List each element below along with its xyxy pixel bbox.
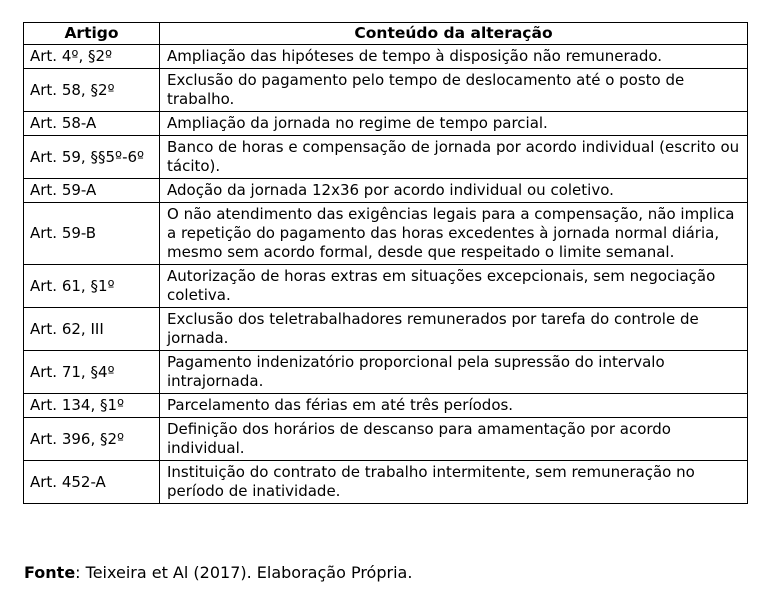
artigo-cell: Art. 59-A [24,179,160,203]
artigo-cell: Art. 134, §1º [24,394,160,418]
artigo-cell: Art. 61, §1º [24,265,160,308]
conteudo-cell: Exclusão do pagamento pelo tempo de deslocamento até o posto de trabalho. [160,69,748,112]
artigo-cell: Art. 62, III [24,308,160,351]
table-row [24,394,748,418]
header-artigo: Artigo [24,23,160,45]
table-row [24,351,748,394]
artigo-cell: Art. 59-B [24,203,160,265]
artigo-cell: Art. 396, §2º [24,418,160,461]
table-row [24,308,748,351]
table-row [24,265,748,308]
artigo-cell: Art. 59, §§5º-6º [24,136,160,179]
conteudo-cell: Instituição do contrato de trabalho intermitente, sem remuneração no período de inatividade. [160,461,748,504]
conteudo-cell: Parcelamento das férias em até três períodos. [160,394,748,418]
artigo-cell: Art. 58-A [24,112,160,136]
conteudo-cell: Definição dos horários de descanso para amamentação por acordo individual. [160,418,748,461]
source-caption [24,563,412,583]
table-row [24,203,748,265]
conteudo-cell: O não atendimento das exigências legais para a compensação, não implica a repetição do pagamento das horas excedentes à jornada normal diária, mesmo sem acordo formal, desde que respeitado o limite semanal. [160,203,748,265]
legal-changes-table [23,22,748,504]
conteudo-cell: Pagamento indenizatório proporcional pela supressão do intervalo intrajornada. [160,351,748,394]
table-row [24,45,748,69]
conteudo-cell: Autorização de horas extras em situações excepcionais, sem negociação coletiva. [160,265,748,308]
conteudo-cell: Ampliação das hipóteses de tempo à disposição não remunerado. [160,45,748,69]
conteudo-cell: Adoção da jornada 12x36 por acordo individual ou coletivo. [160,179,748,203]
table-row [24,112,748,136]
conteudo-cell: Exclusão dos teletrabalhadores remunerados por tarefa do controle de jornada. [160,308,748,351]
artigo-cell: Art. 58, §2º [24,69,160,112]
artigo-cell: Art. 4º, §2º [24,45,160,69]
source-text: : Teixeira et Al (2017). Elaboração Própria. [75,563,413,582]
conteudo-cell: Banco de horas e compensação de jornada por acordo individual (escrito ou tácito). [160,136,748,179]
table-row [24,461,748,504]
table-row [24,69,748,112]
artigo-cell: Art. 71, §4º [24,351,160,394]
conteudo-cell: Ampliação da jornada no regime de tempo parcial. [160,112,748,136]
table-row [24,136,748,179]
table-header-row [24,23,748,45]
table-row [24,179,748,203]
header-conteudo: Conteúdo da alteração [160,23,748,45]
table-row [24,418,748,461]
artigo-cell: Art. 452-A [24,461,160,504]
source-label: Fonte [24,563,76,582]
